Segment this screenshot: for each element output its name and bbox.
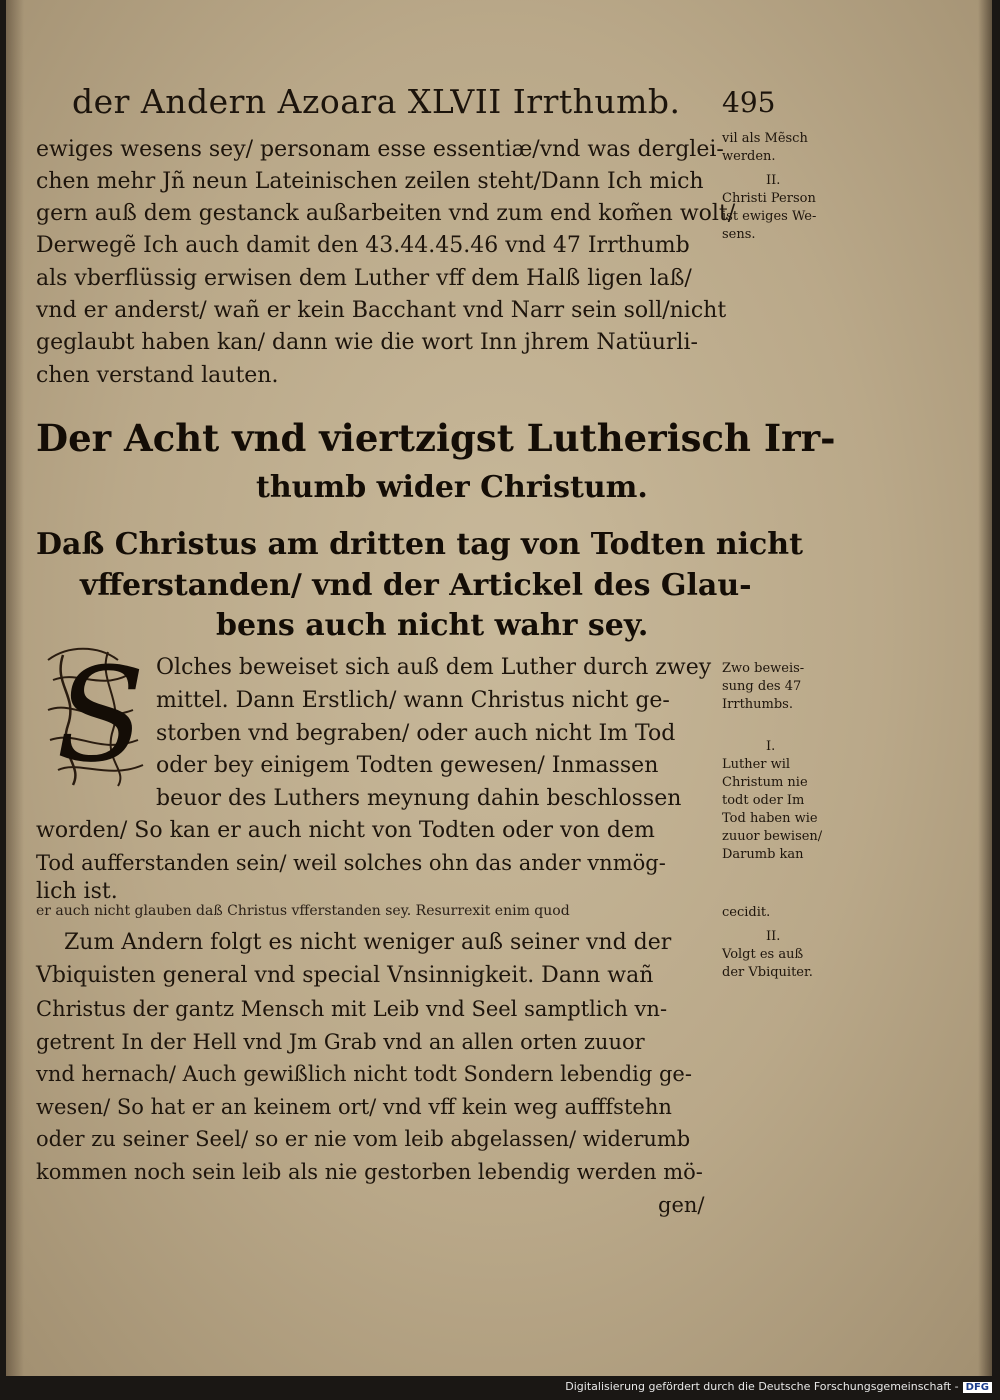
funding-text: Digitalisierung gefördert durch die Deutsche Forschungsgemeinschaft -: [565, 1380, 959, 1393]
decorated-initial: [38, 640, 158, 790]
text-line: Christus der gantz Mensch mit Leib vnd Seel samptlich vn-: [36, 997, 668, 1021]
text-line: oder zu seiner Seel/ so er nie vom leib abgelassen/ widerumb: [36, 1127, 691, 1151]
margin-note-line: sung des 47: [722, 679, 802, 694]
margin-note-line: Tod haben wie: [722, 811, 818, 826]
margin-note-line: ist ewiges We-: [722, 209, 817, 224]
margin-note-line: Christum nie: [722, 775, 808, 790]
margin-note-line: Zwo beweis-: [722, 661, 805, 676]
subheading-line: bens auch nicht wahr sey.: [216, 608, 649, 643]
chapter-heading-line: thumb wider Christum.: [256, 470, 648, 505]
margin-note: [722, 172, 862, 244]
margin-note-line: I.: [766, 739, 776, 754]
text-line: Derwegẽ Ich auch damit den 43.44.45.46 vnd 47 Irrthumb: [36, 233, 690, 258]
footnote-line: er auch nicht glauben daß Christus vfferstanden sey. Resurrexit enim quod: [36, 903, 570, 919]
text-line: Zum Andern folgt es nicht weniger auß seiner vnd der: [64, 930, 672, 955]
text-line: Olches beweiset sich auß dem Luther durch zwey: [156, 655, 712, 680]
text-line: vnd hernach/ Auch gewißlich nicht todt Sondern lebendig ge-: [36, 1062, 692, 1086]
text-line: wesen/ So hat er an keinem ort/ vnd vff kein weg aufffstehn: [36, 1095, 672, 1119]
margin-note-line: Volgt es auß: [722, 947, 804, 962]
margin-note: [722, 904, 862, 922]
margin-note-line: sens.: [722, 227, 756, 242]
text-line: lich ist.: [36, 879, 118, 904]
text-line: storben vnd begraben/ oder auch nicht Im Tod: [156, 721, 676, 746]
margin-note-line: zuuor bewisen/: [722, 829, 823, 844]
text-line: worden/ So kan er auch nicht von Todten oder von dem: [36, 818, 655, 843]
margin-note-line: II.: [766, 929, 781, 944]
text-line: Tod aufferstanden sein/ weil solches ohn das ander vnmög-: [36, 851, 666, 875]
text-line: geglaubt haben kan/ dann wie die wort Inn jhrem Natüurli-: [36, 330, 698, 355]
text-line: als vberflüssig erwisen dem Luther vff dem Halß ligen laß/: [36, 266, 692, 291]
initial-letter: S: [56, 639, 146, 791]
margin-note-line: Christi Person: [722, 191, 816, 206]
margin-note-line: vil als Mẽsch: [722, 131, 808, 146]
text-line: beuor des Luthers meynung dahin beschlossen: [156, 786, 682, 811]
funding-footer: [565, 1380, 992, 1393]
margin-note: [722, 130, 862, 166]
book-page: [6, 0, 992, 1376]
text-line: gen/: [658, 1193, 705, 1217]
margin-note: [722, 738, 862, 864]
text-line: kommen noch sein leib als nie gestorben lebendig werden mö-: [36, 1160, 703, 1184]
text-line: chen mehr Jñ neun Lateinischen zeilen steht/Dann Ich mich: [36, 169, 704, 194]
text-line: oder bey einigem Todten gewesen/ Inmassen: [156, 753, 659, 778]
margin-note-line: Luther wil: [722, 757, 791, 772]
margin-note-line: Irrthumbs.: [722, 697, 793, 712]
text-line: gern auß dem gestanck außarbeiten vnd zum end kom̃en wolt/: [36, 201, 736, 226]
chapter-heading-line: Der Acht vnd viertzigst Lutherisch Irr-: [36, 416, 836, 460]
margin-note-line: todt oder Im: [722, 793, 805, 808]
text-line: Vbiquisten general vnd special Vnsinnigkeit. Dann wañ: [36, 963, 654, 988]
text-line: ewiges wesens sey/ personam esse essentiæ/vnd was derglei-: [36, 137, 724, 162]
margin-note-line: cecidit.: [722, 905, 771, 920]
text-line: mittel. Dann Erstlich/ wann Christus nicht ge-: [156, 688, 670, 713]
running-title: der Andern Azoara XLVII Irrthumb.: [72, 82, 681, 121]
text-line: chen verstand lauten.: [36, 363, 279, 388]
margin-note-line: werden.: [722, 149, 776, 164]
subheading-line: vfferstanden/ vnd der Artickel des Glau-: [80, 568, 752, 603]
text-line: getrent In der Hell vnd Jm Grab vnd an allen orten zuuor: [36, 1030, 645, 1054]
page-gutter-shadow: [6, 0, 24, 1376]
margin-note-line: der Vbiquiter.: [722, 965, 813, 980]
dfg-logo: DFG: [963, 1382, 992, 1393]
text-line: vnd er anderst/ wañ er kein Bacchant vnd Narr sein soll/nicht: [36, 298, 727, 323]
page-number: 495: [722, 86, 776, 119]
page-edge-shadow: [978, 0, 992, 1376]
margin-note-line: II.: [766, 173, 781, 188]
margin-note: [722, 928, 862, 982]
margin-note: [722, 660, 862, 714]
margin-note-line: Darumb kan: [722, 847, 804, 862]
subheading-line: Daß Christus am dritten tag von Todten nicht: [36, 527, 803, 562]
